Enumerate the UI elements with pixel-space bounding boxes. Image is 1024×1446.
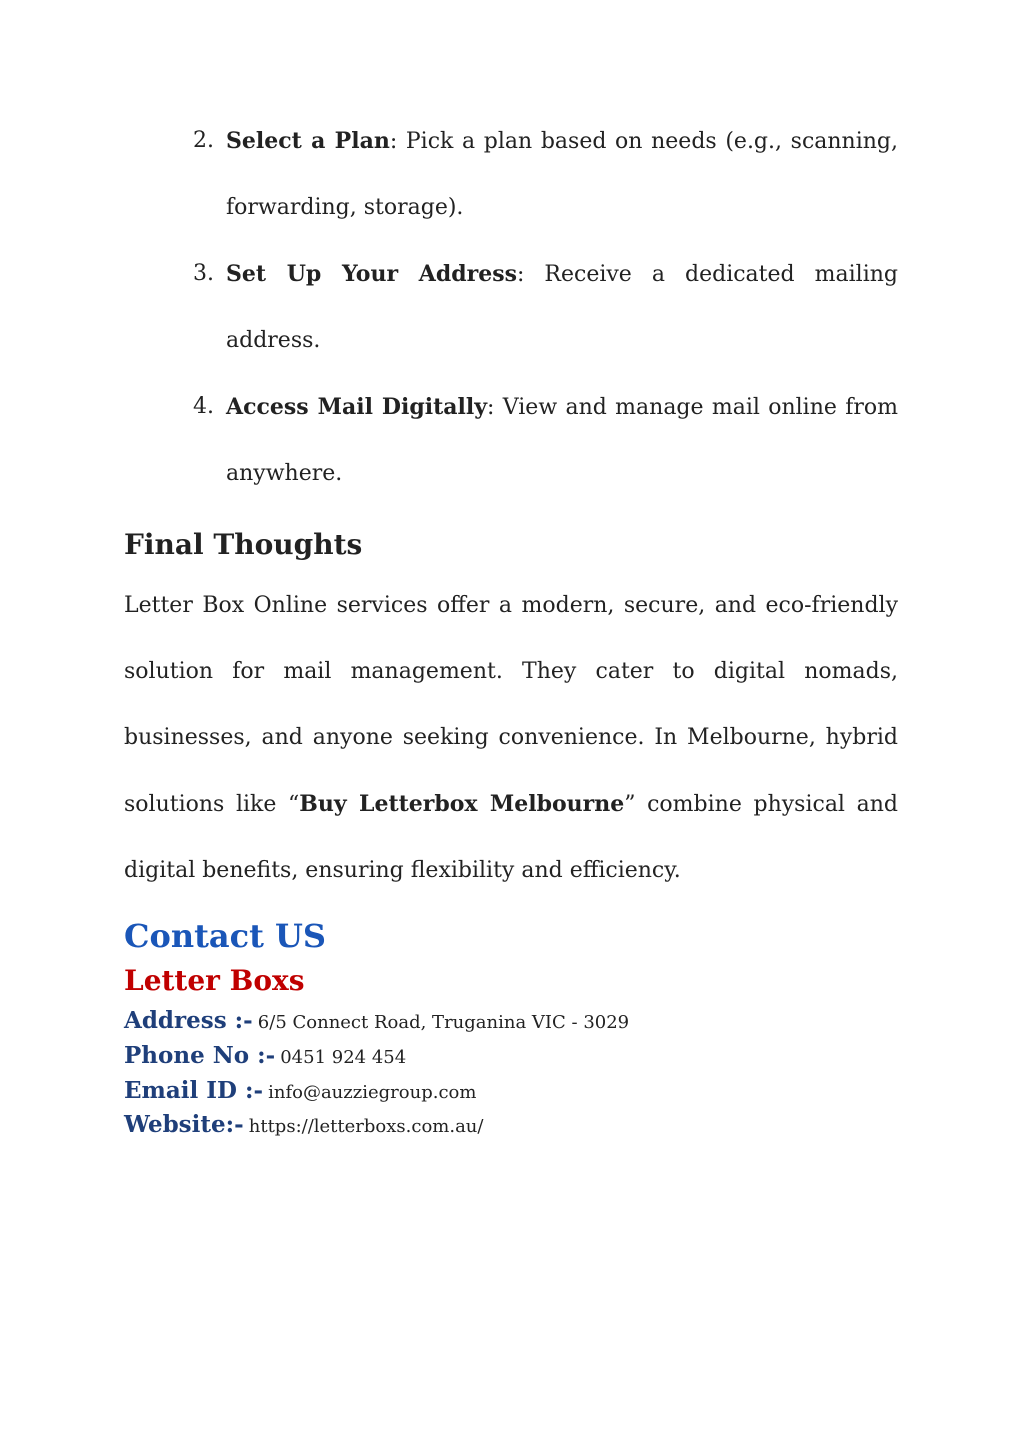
final-paragraph [124, 573, 898, 904]
step-term: Select a Plan [226, 128, 390, 154]
address-label: Address :- [124, 1007, 253, 1034]
list-item [190, 241, 898, 374]
step-text: : Pick a plan based on needs (e.g., scanning, forwarding, storage). [226, 129, 898, 220]
paragraph-text: Letter Box Online services offer a modern, secure, and eco-friendly solution for mail management. They cater to digital nomads, businesses, and anyone seeking convenience. In Melbourne, hybrid solutions like “ [124, 593, 898, 817]
website-label: Website:- [124, 1111, 244, 1138]
contact-title: Contact US [124, 917, 327, 955]
list-number: 3. [193, 261, 214, 286]
email-value[interactable]: info@auzziegroup.com [268, 1082, 477, 1103]
email-label: Email ID :- [124, 1077, 263, 1104]
website-line [124, 1111, 483, 1138]
email-line [124, 1077, 476, 1104]
step-text: : View and manage mail online from anywhere. [226, 395, 898, 486]
section-heading: Final Thoughts [124, 528, 363, 561]
step-text: : Receive a dedicated mailing address. [226, 262, 898, 353]
steps-list [190, 108, 898, 507]
address-line [124, 1007, 629, 1034]
step-term: Access Mail Digitally [226, 394, 488, 420]
paragraph-emphasis: Buy Letterbox Melbourne [299, 791, 625, 817]
phone-line [124, 1042, 406, 1069]
list-number: 4. [193, 394, 214, 419]
company-name: Letter Boxs [124, 964, 305, 997]
list-number: 2. [193, 128, 214, 153]
phone-label: Phone No :- [124, 1042, 276, 1069]
address-value: 6/5 Connect Road, Truganina VIC - 3029 [257, 1012, 630, 1033]
list-item [190, 374, 898, 507]
list-item [190, 108, 898, 241]
website-link[interactable]: https://letterboxs.com.au/ [248, 1116, 484, 1137]
phone-value: 0451 924 454 [280, 1047, 407, 1068]
paragraph-text-end: ” combine physical and digital benefits, ensuring flexibility and efficiency. [124, 792, 898, 883]
step-term: Set Up Your Address [226, 261, 517, 287]
